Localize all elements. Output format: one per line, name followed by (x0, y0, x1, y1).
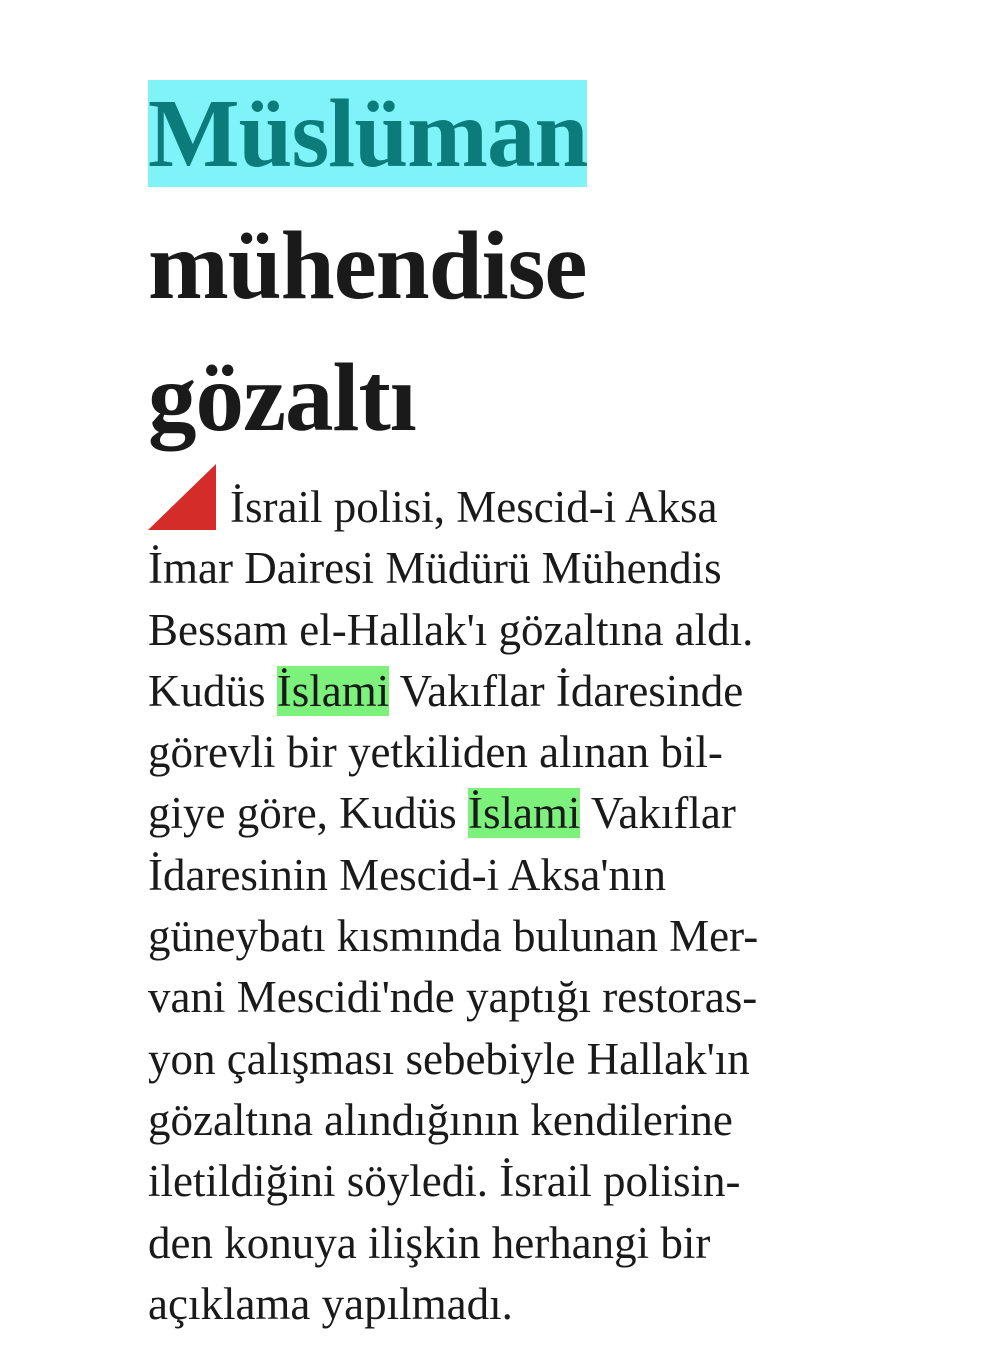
article-body (148, 464, 948, 1335)
headline (148, 68, 948, 464)
highlighted-term: İslami (467, 788, 581, 839)
headline-line-1 (148, 68, 948, 200)
body-line: iletildiğini söyledi. İsrail polisin- (148, 1156, 741, 1207)
body-text-segment: Kudüs (148, 665, 277, 716)
body-line: vani Mescidi'nde yaptığı restoras- (148, 972, 758, 1023)
body-line: açıklama yapılmadı. (148, 1278, 513, 1329)
red-triangle-icon (148, 464, 216, 530)
body-line: görevli bir yetkiliden alınan bil- (148, 727, 723, 778)
body-line (148, 464, 948, 538)
body-text-segment: giye göre, Kudüs (148, 788, 468, 839)
highlighted-term: İslami (276, 665, 390, 716)
body-line: Bessam el-Hallak'ı gözaltına aldı. (148, 604, 754, 655)
body-line (148, 661, 948, 722)
body-text-segment: Vakıflar İdaresinde (389, 665, 744, 716)
body-line: İdaresinin Mescid-i Aksa'nın (148, 849, 667, 900)
news-article (148, 68, 948, 1329)
headline-line-2: mühendise (148, 212, 587, 319)
body-line: İmar Dairesi Müdürü Mühendis (148, 543, 722, 594)
body-line: den konuya ilişkin herhangi bir (148, 1217, 711, 1268)
body-line: yon çalışması sebebiyle Hallak'ın (148, 1033, 750, 1084)
body-text-segment: İsrail polisi, Mescid-i Aksa (230, 482, 718, 532)
body-line: güneybatı kısmında bulunan Mer- (148, 911, 759, 962)
body-text-segment: Vakıflar (580, 788, 736, 839)
highlighted-keyword: Müslüman (148, 80, 588, 187)
body-line (148, 783, 948, 844)
headline-line-3: gözaltı (148, 344, 416, 451)
body-line: gözaltına alındığının kendilerine (148, 1094, 733, 1145)
